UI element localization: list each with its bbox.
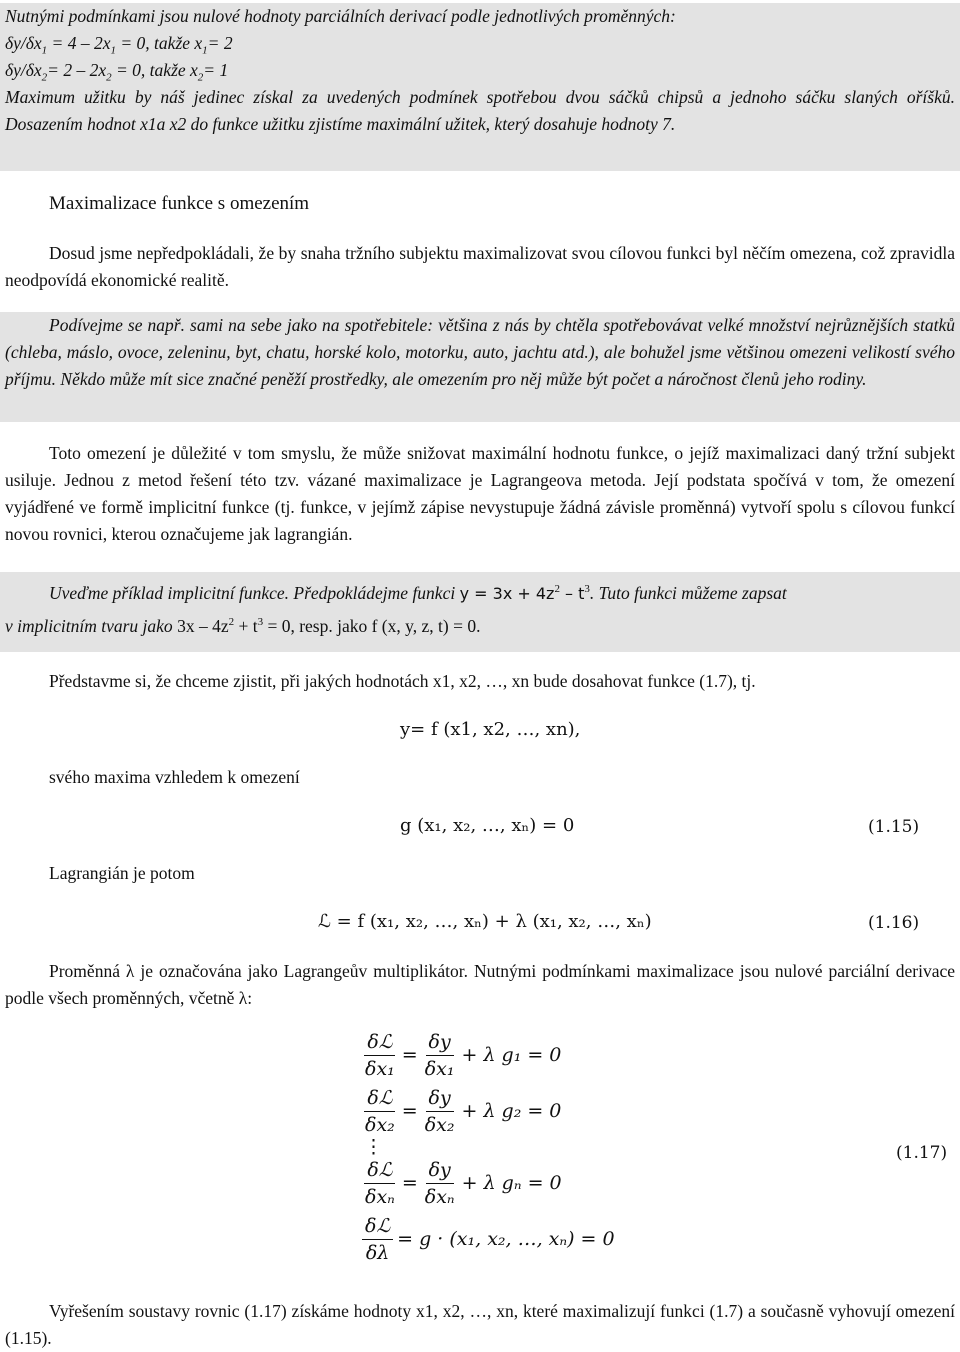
equation-number-1-17: (1.17) [896, 1143, 948, 1163]
system-row-lambda: $\frac{\text{δℒ}}{\delta\lambda}$ = g · (x₁, x₂, …, xₙ) = 0 [358, 1214, 615, 1264]
implicit-function-example: Uveďme příklad implicitní funkce. Předpokládejme funkci $y = 3x + 4z^2 - t^3$. Tuto funkci můžeme zapsat v implicitním tvaru jako $3x - 4z^2 + t^3 = 0$, resp. jako f (x, y, z, t) = 0. [0, 572, 960, 652]
derivative-eq-2: $\delta y/\delta x_2= 2 - 2x_2 = 0$, takže $x_2= 1$ [5, 60, 229, 84]
system-dots: ⋮ [364, 1136, 383, 1158]
paragraph-example-consumer: Podívejme se např. sami na sebe jako na spotřebitele: většina z nás by chtěla spotřebovávat velké množství nejrůznějších statků (chleba, máslo, ovoce, zeleninu, byt, chatu, horské kolo, motorku, auto, jachtu atd.), ale bohužel jsme většinou omezeni velikostí svého příjmu. Někdo může mít sice značné peněží prostředky, ale omezením pro něj může být počet a náročnost členů jeho rodiny. [0, 312, 960, 422]
label-lagrangian: Lagrangián je potom [49, 863, 195, 883]
paragraph-intro: Dosud jsme nepředpokládali, že by snaha tržního subjektu maximalizovat svou cílovou funkci byl něčím omezena, což zpravidla neodpovídá ekonomické realitě. [5, 243, 955, 290]
label-maximum: svého maxima vzhledem k omezení [49, 767, 300, 787]
equation-number-1-16: (1.16) [868, 913, 920, 933]
conditions-line: Nutnými podmínkami jsou nulové hodnoty parciálních derivací podle jednotlivých proměnných: [5, 6, 676, 26]
equation-lagrangian: ℒ = f (x₁, x₂, …, xₙ) + λ (x₁, x₂, …, xₙ) [318, 911, 652, 932]
paragraph-multiplier: Proměnná λ je označována jako Lagrangeův multiplikátor. Nutnými podmínkami maximalizace jsou nulové parciální derivace podle všech proměnných, včetně λ: [5, 961, 955, 1008]
equation-constraint: g (x₁, x₂, …, xₙ) = 0 [400, 815, 575, 836]
system-row-2: $\frac{\text{δℒ}}{\text{δx₂}}$ = $\frac{\delta y}{\text{δx₂}}$ + λ g₂ = 0 [365, 1086, 562, 1136]
paragraph-solution: Vyřešením soustavy rovnic (1.17) získáme hodnoty x1, x2, …, xn, které maximalizují funkci (1.7) a současně vyhovují omezení (1.15). [5, 1301, 955, 1348]
equation-system [358, 1030, 615, 1264]
paragraph-constraint: Toto omezení je důležité v tom smyslu, že může snižovat maximální hodnotu funkce, o jejíž maximalizaci daný tržní subjekt usiluje. Jednou z metod řešení této tzv. vázané maximalizace je Lagrangeova metoda. Její podstata spočívá v tom, že omezení vyjádřené ve formě implicitní funkce (tj. funkce, v jejímž zápise nevystupuje žádná závisle proměnná) vytvoří spolu s cílovou funkcí novou rovnici, kterou označujeme jak lagrangián. [5, 443, 955, 544]
system-row-1: $\frac{\text{δℒ}}{\text{δx₁}}$ = $\frac{\delta y}{\text{δx₁}}$ + λ g₁ = 0 [365, 1030, 562, 1080]
maximum-paragraph: Maximum užitku by náš jedinec získal za uvedených podmínek spotřebou dvou sáčků chipsů a jednoho sáčku slaných oříšků. Dosazením hodnot x1a x2 do funkce užitku zjistíme maximální užitek, který dosahuje hodnoty 7. [5, 87, 955, 134]
system-row-n: $\frac{\text{δℒ}}{\text{δxₙ}}$ = $\frac{\delta y}{\text{δxₙ}}$ + λ gₙ = 0 [365, 1158, 562, 1208]
section-heading: Maximalizace funkce s omezením [49, 193, 310, 214]
solution-block [0, 3, 960, 171]
paragraph-imagine: Představme si, že chceme zjistit, při jakých hodnotách x1, x2, …, xn bude dosahovat funkce (1.7), tj. [49, 671, 756, 691]
equation-objective: y= f (x1, x2, …, xn), [400, 719, 581, 740]
derivative-eq-1: $\delta y/\delta x_1 = 4 - 2x_1 = 0$, takže $x_1= 2$ [5, 33, 233, 57]
equation-number-1-15: (1.15) [868, 817, 920, 837]
